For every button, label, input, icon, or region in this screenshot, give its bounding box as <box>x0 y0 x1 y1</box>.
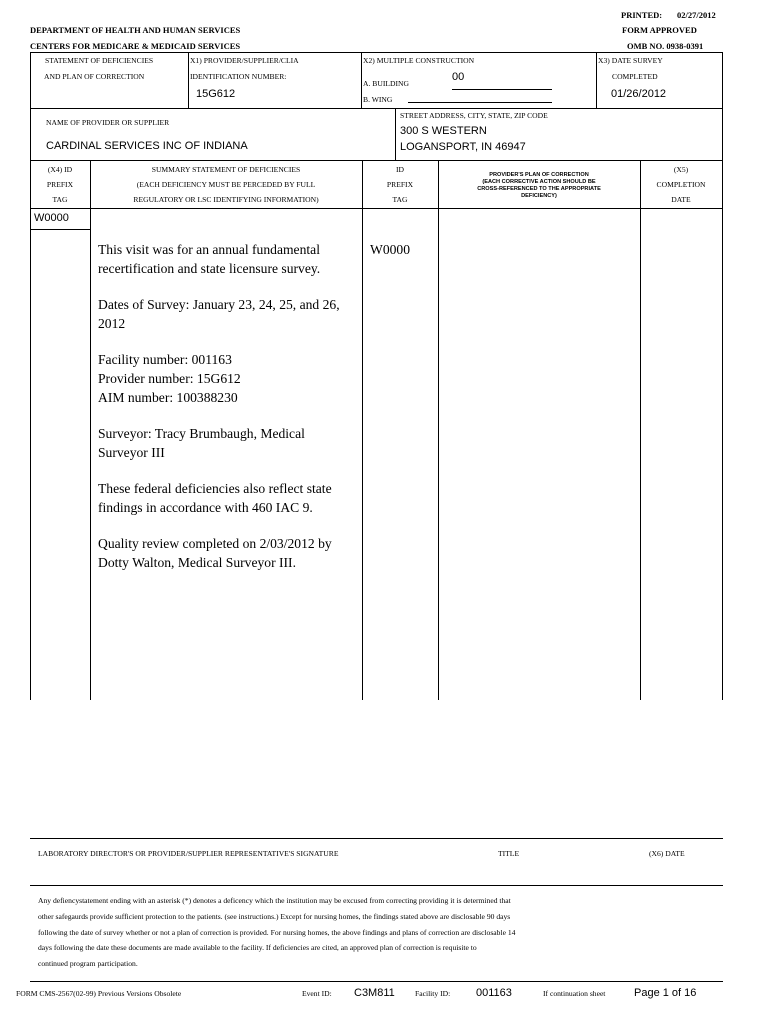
survey-date-value: 01/26/2012 <box>611 88 667 100</box>
paragraph-numbers: Facility number: 001163 Provider number: 15G612 AIM number: 100388230 <box>98 352 241 405</box>
x1-label-2: IDENTIFICATION NUMBER: <box>190 72 287 81</box>
facility-id-label: Facility ID: <box>415 989 451 998</box>
id-header-1: ID <box>395 165 404 174</box>
paragraph-quality: Quality review completed on 2/03/2012 by Dotty Walton, Medical Surveyor III. <box>98 536 332 570</box>
provider-id-value: 15G612 <box>196 88 236 100</box>
title-label: TITLE <box>498 849 520 858</box>
paragraph-dates: Dates of Survey: January 23, 24, 25, and 26, 2012 <box>98 297 340 331</box>
id-header-3: TAG <box>392 195 408 204</box>
paragraph-visit: This visit was for an annual fundamental recertification and state licensure survey. <box>98 242 321 276</box>
wing-label: B. WING <box>363 95 393 104</box>
event-id-label: Event ID: <box>302 989 332 998</box>
x4-header-1: (X4) ID <box>47 165 73 174</box>
plan-header-4: DEFICIENCY) <box>521 193 557 199</box>
x1-label: X1) PROVIDER/SUPPLIER/CLIA <box>190 56 299 65</box>
left-prefix-tag: W0000 <box>34 212 69 224</box>
page-number: Page 1 of 16 <box>634 987 697 999</box>
facility-id-value: 001163 <box>476 987 512 999</box>
summary-statement <box>98 240 354 589</box>
director-signature-label: LABORATORY DIRECTOR'S OR PROVIDER/SUPPLIER REPRESENTATIVE'S SIGNATURE <box>38 849 339 858</box>
disclaimer-line: continued program participation. <box>38 959 138 969</box>
x3-label-2: COMPLETED <box>612 72 658 81</box>
x4-header-3: TAG <box>52 195 68 204</box>
disclaimer <box>38 893 698 972</box>
plan-header-2: (EACH CORRECTIVE ACTION SHOULD BE <box>482 179 596 185</box>
form-number: FORM CMS-2567(02-99) Previous Versions Obsolete <box>16 989 182 998</box>
plan-header-3: CROSS-REFERENCED TO THE APPROPRIATE <box>477 186 601 192</box>
x2-label: X2) MULTIPLE CONSTRUCTION <box>363 56 475 65</box>
printed-label: PRINTED: <box>621 10 663 20</box>
summary-header-3: REGULATORY OR LSC IDENTIFYING INFORMATION) <box>133 195 319 204</box>
paragraph-federal: These federal deficiencies also reflect state findings in accordance with 460 IAC 9. <box>98 481 332 515</box>
disclaimer-line: following the date of survey whether or not a plan of correction is provided. For nursing homes, the above findings and plans of correction are disclosable 14 <box>38 927 516 937</box>
centers-name: CENTERS FOR MEDICARE & MEDICAID SERVICES <box>30 41 241 51</box>
x3-label: X3) DATE SURVEY <box>598 56 663 65</box>
event-id-value: C3M811 <box>354 987 395 999</box>
statement-label-1: STATEMENT OF DEFICIENCIES <box>45 56 154 65</box>
paragraph-surveyor: Surveyor: Tracy Brumbaugh, Medical Surveyor III <box>98 426 305 460</box>
disclaimer-line: days following the date these documents are made available to the facility. If deficiencies are cited, an approved plan of correction is requisite to <box>38 943 477 953</box>
department-name: DEPARTMENT OF HEALTH AND HUMAN SERVICES <box>30 25 241 35</box>
statement-label-2: AND PLAN OF CORRECTION <box>44 72 145 81</box>
x5-header-2: COMPLETION <box>656 180 706 189</box>
summary-header-1: SUMMARY STATEMENT OF DEFICIENCIES <box>151 165 301 174</box>
building-value: 00 <box>452 71 465 83</box>
id-header-2: PREFIX <box>386 180 414 189</box>
continuation-label: If continuation sheet <box>543 989 606 998</box>
x5-header-1: (X5) <box>673 165 689 174</box>
address-line-2: LOGANSPORT, IN 46947 <box>400 141 526 153</box>
x5-header-3: DATE <box>671 195 691 204</box>
omb-number: OMB NO. 0938-0391 <box>627 41 704 51</box>
right-prefix-tag: W0000 <box>370 242 411 257</box>
address-line-1: 300 S WESTERN <box>400 125 487 137</box>
provider-name-label: NAME OF PROVIDER OR SUPPLIER <box>46 118 170 127</box>
summary-header-2: (EACH DEFICIENCY MUST BE PERCEDED BY FULL <box>136 180 316 189</box>
provider-name-value: CARDINAL SERVICES INC OF INDIANA <box>46 140 248 152</box>
building-label: A. BUILDING <box>363 79 409 88</box>
form-approved: FORM APPROVED <box>622 25 697 35</box>
plan-header-1: PROVIDER'S PLAN OF CORRECTION <box>489 172 589 178</box>
disclaimer-line: other safegaurds provide sufficient protection to the patients. (see instructions.) Except for nursing homes, the findings stated above are disclosable 90 days <box>38 911 511 921</box>
address-label: STREET ADDRESS, CITY, STATE, ZIP CODE <box>400 111 548 120</box>
disclaimer-line: Any defiencystatement ending with an asterisk (*) denotes a deficency which the institution may be excused from correcting providing it is determined that <box>38 896 511 905</box>
x4-header-2: PREFIX <box>46 180 74 189</box>
date-label: (X6) DATE <box>649 849 685 858</box>
printed-date: 02/27/2012 <box>677 10 716 20</box>
